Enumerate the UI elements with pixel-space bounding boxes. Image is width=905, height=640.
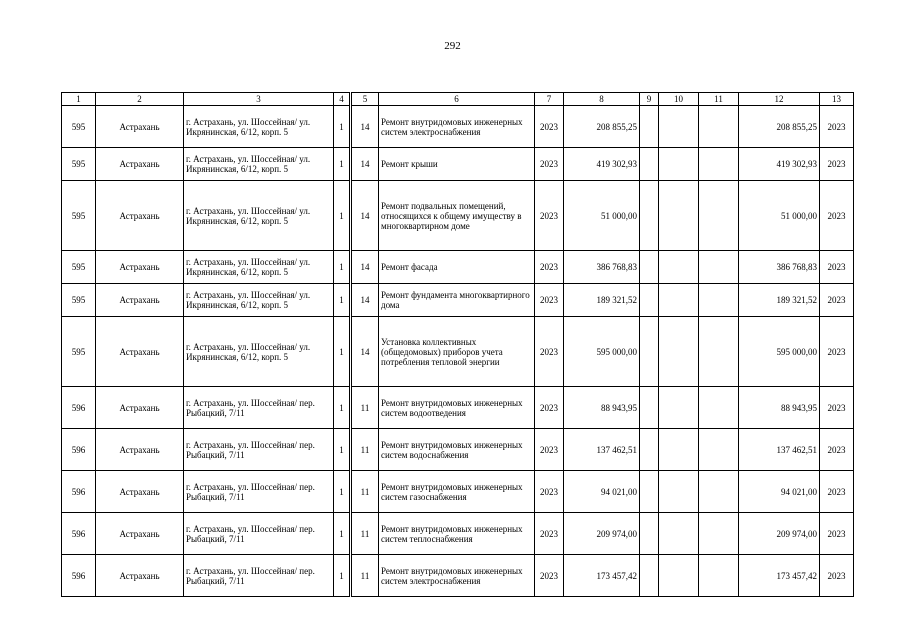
column-10-cell	[659, 513, 699, 555]
address-cell: г. Астрахань, ул. Шоссейная/ ул. Икрянинская, 6/12, корп. 5	[184, 181, 334, 251]
table-row	[62, 387, 854, 429]
cost-cell: 595 000,00	[564, 317, 640, 387]
table-row	[62, 429, 854, 471]
repair-table	[61, 92, 854, 597]
city-cell: Астрахань	[96, 317, 184, 387]
address-cell: г. Астрахань, ул. Шоссейная/ пер. Рыбацкий, 7/11	[184, 429, 334, 471]
column-5-cell: 11	[351, 429, 379, 471]
column-11-cell	[699, 251, 739, 284]
column-11-cell	[699, 284, 739, 317]
work-type-cell: Ремонт крыши	[379, 148, 535, 181]
column-9-cell	[640, 471, 659, 513]
column-5-cell: 11	[351, 513, 379, 555]
column-4-cell: 1	[334, 284, 351, 317]
cost-cell: 419 302,93	[564, 148, 640, 181]
year-cell: 2023	[535, 106, 564, 148]
work-type-cell: Ремонт внутридомовых инженерных систем электроснабжения	[379, 106, 535, 148]
total-cost-cell: 189 321,52	[739, 284, 820, 317]
completion-year-cell: 2023	[820, 148, 854, 181]
work-type-cell: Ремонт внутридомовых инженерных систем газоснабжения	[379, 471, 535, 513]
column-5-cell: 14	[351, 317, 379, 387]
column-header: 4	[334, 93, 351, 106]
column-10-cell	[659, 251, 699, 284]
column-5-cell: 14	[351, 251, 379, 284]
city-cell: Астрахань	[96, 284, 184, 317]
city-cell: Астрахань	[96, 555, 184, 597]
row-number-cell: 595	[62, 251, 96, 284]
column-9-cell	[640, 387, 659, 429]
year-cell: 2023	[535, 429, 564, 471]
cost-cell: 51 000,00	[564, 181, 640, 251]
column-5-cell: 14	[351, 148, 379, 181]
work-type-cell: Ремонт внутридомовых инженерных систем водоотведения	[379, 387, 535, 429]
total-cost-cell: 173 457,42	[739, 555, 820, 597]
year-cell: 2023	[535, 555, 564, 597]
column-5-cell: 11	[351, 471, 379, 513]
work-type-cell: Ремонт фундамента многоквартирного дома	[379, 284, 535, 317]
cost-cell: 386 768,83	[564, 251, 640, 284]
column-10-cell	[659, 317, 699, 387]
total-cost-cell: 208 855,25	[739, 106, 820, 148]
table-row	[62, 555, 854, 597]
column-10-cell	[659, 106, 699, 148]
year-cell: 2023	[535, 471, 564, 513]
column-5-cell: 11	[351, 387, 379, 429]
page-number: 292	[444, 40, 461, 52]
column-10-cell	[659, 387, 699, 429]
cost-cell: 94 021,00	[564, 471, 640, 513]
row-number-cell: 595	[62, 106, 96, 148]
table-row	[62, 251, 854, 284]
column-9-cell	[640, 317, 659, 387]
year-cell: 2023	[535, 181, 564, 251]
completion-year-cell: 2023	[820, 471, 854, 513]
column-4-cell: 1	[334, 387, 351, 429]
column-header: 2	[96, 93, 184, 106]
table-row	[62, 284, 854, 317]
work-type-cell: Установка коллективных (общедомовых) приборов учета потребления тепловой энергии	[379, 317, 535, 387]
column-9-cell	[640, 513, 659, 555]
column-4-cell: 1	[334, 181, 351, 251]
address-cell: г. Астрахань, ул. Шоссейная/ ул. Икрянинская, 6/12, корп. 5	[184, 251, 334, 284]
cost-cell: 88 943,95	[564, 387, 640, 429]
row-number-cell: 595	[62, 148, 96, 181]
row-number-cell: 595	[62, 284, 96, 317]
column-header: 10	[659, 93, 699, 106]
column-11-cell	[699, 148, 739, 181]
column-header: 3	[184, 93, 334, 106]
row-number-cell: 595	[62, 317, 96, 387]
column-4-cell: 1	[334, 555, 351, 597]
cost-cell: 209 974,00	[564, 513, 640, 555]
table-row	[62, 148, 854, 181]
table-row	[62, 471, 854, 513]
work-type-cell: Ремонт внутридомовых инженерных систем водоснабжения	[379, 429, 535, 471]
total-cost-cell: 209 974,00	[739, 513, 820, 555]
total-cost-cell: 386 768,83	[739, 251, 820, 284]
address-cell: г. Астрахань, ул. Шоссейная/ пер. Рыбацкий, 7/11	[184, 471, 334, 513]
address-cell: г. Астрахань, ул. Шоссейная/ ул. Икрянинская, 6/12, корп. 5	[184, 317, 334, 387]
address-cell: г. Астрахань, ул. Шоссейная/ пер. Рыбацкий, 7/11	[184, 555, 334, 597]
address-cell: г. Астрахань, ул. Шоссейная/ ул. Икрянинская, 6/12, корп. 5	[184, 106, 334, 148]
column-11-cell	[699, 555, 739, 597]
column-5-cell: 14	[351, 181, 379, 251]
city-cell: Астрахань	[96, 513, 184, 555]
address-cell: г. Астрахань, ул. Шоссейная/ ул. Икрянинская, 6/12, корп. 5	[184, 284, 334, 317]
table-row	[62, 513, 854, 555]
row-number-cell: 596	[62, 429, 96, 471]
completion-year-cell: 2023	[820, 284, 854, 317]
completion-year-cell: 2023	[820, 106, 854, 148]
column-10-cell	[659, 148, 699, 181]
column-4-cell: 1	[334, 317, 351, 387]
column-header: 13	[820, 93, 854, 106]
year-cell: 2023	[535, 317, 564, 387]
row-number-cell: 595	[62, 181, 96, 251]
completion-year-cell: 2023	[820, 387, 854, 429]
column-header: 1	[62, 93, 96, 106]
column-4-cell: 1	[334, 429, 351, 471]
address-cell: г. Астрахань, ул. Шоссейная/ пер. Рыбацкий, 7/11	[184, 513, 334, 555]
column-header: 8	[564, 93, 640, 106]
total-cost-cell: 51 000,00	[739, 181, 820, 251]
work-type-cell: Ремонт подвальных помещений, относящихся к общему имуществу в многоквартирном доме	[379, 181, 535, 251]
column-11-cell	[699, 106, 739, 148]
column-4-cell: 1	[334, 471, 351, 513]
city-cell: Астрахань	[96, 387, 184, 429]
work-type-cell: Ремонт внутридомовых инженерных систем теплоснабжения	[379, 513, 535, 555]
column-4-cell: 1	[334, 251, 351, 284]
work-type-cell: Ремонт внутридомовых инженерных систем электроснабжения	[379, 555, 535, 597]
table-row	[62, 317, 854, 387]
column-10-cell	[659, 284, 699, 317]
column-header: 11	[699, 93, 739, 106]
address-cell: г. Астрахань, ул. Шоссейная/ пер. Рыбацкий, 7/11	[184, 387, 334, 429]
completion-year-cell: 2023	[820, 181, 854, 251]
table-body	[62, 93, 854, 597]
column-11-cell	[699, 471, 739, 513]
column-5-cell: 14	[351, 106, 379, 148]
year-cell: 2023	[535, 284, 564, 317]
cost-cell: 137 462,51	[564, 429, 640, 471]
column-10-cell	[659, 429, 699, 471]
column-11-cell	[699, 387, 739, 429]
city-cell: Астрахань	[96, 148, 184, 181]
column-9-cell	[640, 429, 659, 471]
row-number-cell: 596	[62, 471, 96, 513]
city-cell: Астрахань	[96, 251, 184, 284]
column-9-cell	[640, 284, 659, 317]
cost-cell: 173 457,42	[564, 555, 640, 597]
column-header: 9	[640, 93, 659, 106]
completion-year-cell: 2023	[820, 429, 854, 471]
column-9-cell	[640, 148, 659, 181]
header-row	[62, 93, 854, 106]
column-5-cell: 14	[351, 284, 379, 317]
column-header: 6	[379, 93, 535, 106]
column-9-cell	[640, 181, 659, 251]
total-cost-cell: 419 302,93	[739, 148, 820, 181]
column-header: 12	[739, 93, 820, 106]
city-cell: Астрахань	[96, 429, 184, 471]
total-cost-cell: 88 943,95	[739, 387, 820, 429]
year-cell: 2023	[535, 387, 564, 429]
column-10-cell	[659, 181, 699, 251]
completion-year-cell: 2023	[820, 555, 854, 597]
year-cell: 2023	[535, 148, 564, 181]
row-number-cell: 596	[62, 513, 96, 555]
total-cost-cell: 595 000,00	[739, 317, 820, 387]
year-cell: 2023	[535, 513, 564, 555]
completion-year-cell: 2023	[820, 251, 854, 284]
cost-cell: 208 855,25	[564, 106, 640, 148]
cost-cell: 189 321,52	[564, 284, 640, 317]
year-cell: 2023	[535, 251, 564, 284]
column-10-cell	[659, 471, 699, 513]
column-10-cell	[659, 555, 699, 597]
row-number-cell: 596	[62, 555, 96, 597]
total-cost-cell: 94 021,00	[739, 471, 820, 513]
column-9-cell	[640, 555, 659, 597]
column-5-cell: 11	[351, 555, 379, 597]
column-11-cell	[699, 429, 739, 471]
column-4-cell: 1	[334, 148, 351, 181]
city-cell: Астрахань	[96, 471, 184, 513]
completion-year-cell: 2023	[820, 317, 854, 387]
column-header: 5	[351, 93, 379, 106]
completion-year-cell: 2023	[820, 513, 854, 555]
column-11-cell	[699, 317, 739, 387]
city-cell: Астрахань	[96, 106, 184, 148]
address-cell: г. Астрахань, ул. Шоссейная/ ул. Икрянинская, 6/12, корп. 5	[184, 148, 334, 181]
work-type-cell: Ремонт фасада	[379, 251, 535, 284]
table-row	[62, 106, 854, 148]
column-11-cell	[699, 181, 739, 251]
column-11-cell	[699, 513, 739, 555]
column-9-cell	[640, 106, 659, 148]
city-cell: Астрахань	[96, 181, 184, 251]
column-header: 7	[535, 93, 564, 106]
table-row	[62, 181, 854, 251]
row-number-cell: 596	[62, 387, 96, 429]
column-4-cell: 1	[334, 513, 351, 555]
column-4-cell: 1	[334, 106, 351, 148]
column-9-cell	[640, 251, 659, 284]
total-cost-cell: 137 462,51	[739, 429, 820, 471]
